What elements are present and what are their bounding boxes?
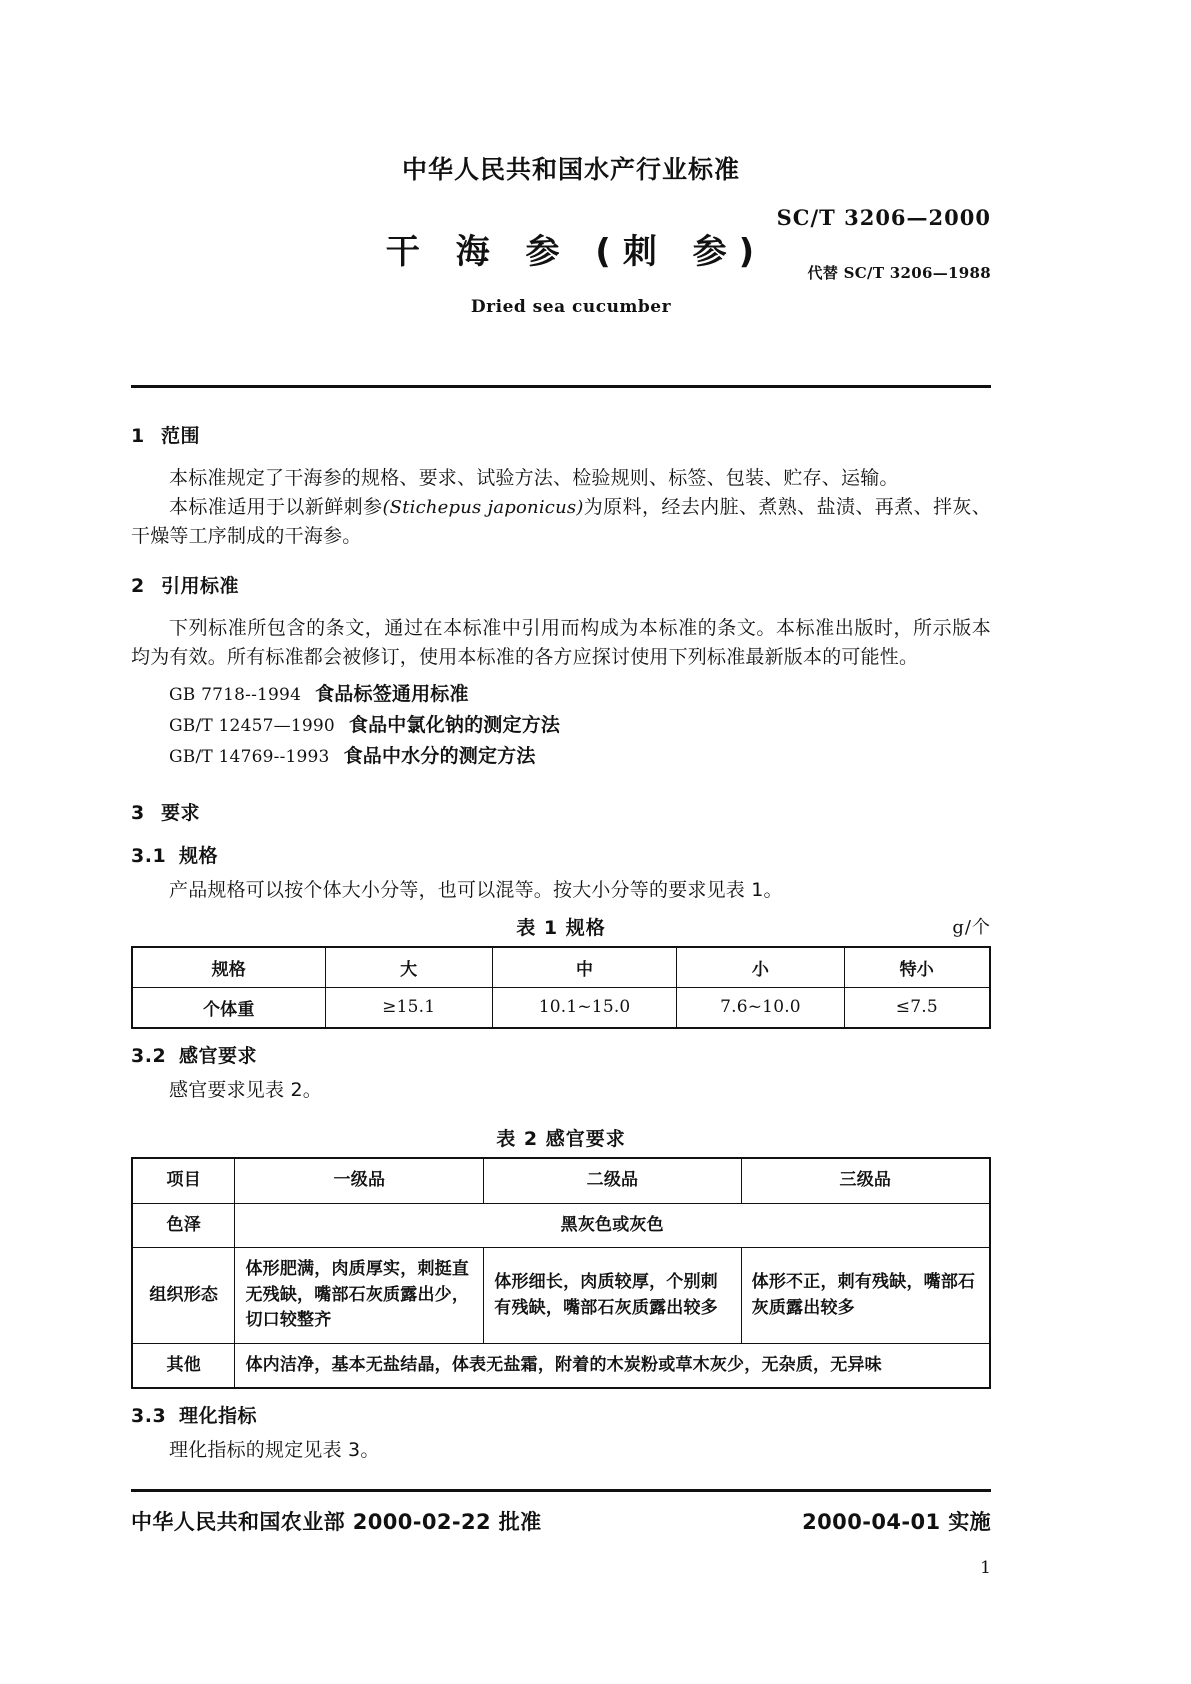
table-row (132, 1248, 990, 1344)
table-row (132, 987, 990, 1028)
table-1 (131, 946, 991, 1029)
standard-number: SC/T 3206—2000 (776, 205, 991, 230)
standard-english-title: Dried sea cucumber (470, 297, 672, 317)
normative-reference-1 (131, 679, 991, 710)
table-2-caption: 表 2 感官要求 (496, 1128, 626, 1151)
clause-3-2-number: 3.2 (131, 1044, 167, 1067)
table-1-r0-c0: 规格 (132, 947, 325, 988)
table-row (132, 1158, 990, 1203)
table-1-r1-c3: 7.6~10.0 (677, 987, 844, 1028)
clause-2-title: 引用标准 (161, 574, 240, 597)
table-2-form-item: 组织形态 (132, 1248, 235, 1344)
clause-1-p2-pre: 本标准适用于以新鲜刺参 (169, 495, 383, 518)
clause-3-1-paragraph: 产品规格可以按个体大小分等，也可以混等。按大小分等的要求见表 1。 (169, 878, 783, 901)
scientific-name: (Stichepus japonicus) (382, 496, 584, 518)
clause-1-heading (131, 421, 991, 448)
table-2-header-grade2: 二级品 (484, 1158, 741, 1203)
clause-3-1-title: 规格 (179, 844, 219, 867)
clause-3-1-heading (131, 841, 991, 868)
clause-2-paragraph-1: 下列标准所包含的条文，通过在本标准中引用而构成为本标准的条文。本标准出版时，所示版本均为有效。所有标准都会被修订，使用本标准的各方应探讨使用下列标准最新版本的可能性。 (131, 616, 991, 668)
footer-area (131, 1489, 991, 1578)
table-1-caption: 表 1 规格 (516, 916, 606, 939)
table-2-caption-row (131, 1124, 991, 1151)
table-2-header-grade1: 一级品 (235, 1158, 484, 1203)
table-row (132, 947, 990, 988)
clause-3-3-number: 3.3 (131, 1405, 167, 1428)
table-row (132, 1203, 990, 1248)
organization-title: 中华人民共和国水产行业标准 (401, 155, 740, 184)
table-2-form-grade3: 体形不正，刺有残缺，嘴部石灰质露出较多 (741, 1248, 990, 1344)
standard-replaces: 代替 SC/T 3206—1988 (807, 264, 991, 282)
table-2-header-item: 项目 (132, 1158, 235, 1203)
reference-2-title: 食品中氯化钠的测定方法 (348, 714, 561, 737)
clause-2-heading (131, 571, 991, 598)
document-body (131, 388, 991, 1465)
table-2-form-grade1: 体形肥满，肉质厚实，刺挺直无残缺，嘴部石灰质露出少，切口较整齐 (235, 1248, 484, 1344)
table-2 (131, 1157, 991, 1389)
standard-main-title: 干 海 参 (刺 参) (385, 232, 767, 272)
table-1-unit: g/个 (952, 916, 991, 938)
masthead (131, 0, 991, 365)
clause-3-3-title: 理化指标 (179, 1405, 258, 1428)
table-2-header-grade3: 三级品 (741, 1158, 990, 1203)
normative-reference-3 (131, 741, 991, 772)
clause-3-2-title: 感官要求 (179, 1044, 258, 1067)
reference-2-code: GB/T 12457—1990 (169, 716, 335, 737)
clause-1-paragraph-2 (131, 493, 991, 551)
table-1-caption-row (131, 913, 991, 940)
clause-1-title: 范围 (161, 425, 201, 447)
table-1-r1-c2: 10.1~15.0 (492, 987, 676, 1028)
table-2-other-item: 其他 (132, 1343, 235, 1388)
table-2-color-item: 色泽 (132, 1203, 235, 1248)
clause-3-number: 3 (131, 801, 145, 824)
reference-1-title: 食品标签通用标准 (315, 683, 469, 706)
table-1-r1-c1: ≥15.1 (325, 987, 492, 1028)
table-row (132, 1343, 990, 1388)
page-number: 1 (980, 1558, 991, 1578)
table-1-r0-c2: 中 (492, 947, 676, 988)
normative-reference-2 (131, 710, 991, 741)
reference-3-title: 食品中水分的测定方法 (343, 744, 536, 767)
table-1-r0-c1: 大 (325, 947, 492, 988)
clause-3-2-paragraph: 感官要求见表 2。 (169, 1078, 322, 1101)
clause-3-2-heading (131, 1041, 991, 1068)
clause-3-heading (131, 798, 991, 825)
table-1-r1-c0: 个体重 (132, 987, 325, 1028)
footer-implementation: 2000-04-01 实施 (802, 1510, 991, 1534)
clause-2-number: 2 (131, 574, 145, 597)
clause-3-3-paragraph: 理化指标的规定见表 3。 (169, 1439, 380, 1462)
page-content (131, 0, 992, 1578)
table-2-other-value: 体内洁净，基本无盐结晶，体表无盐霜，附着的木炭粉或草木灰少，无杂质，无异味 (235, 1343, 990, 1388)
clause-3-1-number: 3.1 (131, 844, 167, 867)
clause-3-title: 要求 (161, 801, 201, 824)
table-2-color-value: 黑灰色或灰色 (235, 1203, 990, 1248)
footer (131, 1492, 991, 1536)
table-1-r0-c4: 特小 (844, 947, 990, 988)
reference-1-code: GB 7718--1994 (169, 685, 302, 706)
table-1-r0-c3: 小 (677, 947, 844, 988)
table-1-r1-c4: ≤7.5 (844, 987, 990, 1028)
reference-3-code: GB/T 14769--1993 (169, 746, 330, 767)
clause-1-p2-post: 为原料，经去内脏、煮熟、盐渍、再煮、拌灰、干燥等工序制成的干海参。 (131, 495, 992, 547)
table-2-form-grade2: 体形细长，肉质较厚，个别刺有残缺，嘴部石灰质露出较多 (484, 1248, 741, 1344)
clause-1-number: 1 (131, 425, 145, 447)
footer-approval: 中华人民共和国农业部 2000-02-22 批准 (131, 1510, 542, 1534)
clause-1-paragraph-1: 本标准规定了干海参的规格、要求、试验方法、检验规则、标签、包装、贮存、运输。 (169, 467, 899, 489)
clause-3-3-heading (131, 1401, 991, 1428)
